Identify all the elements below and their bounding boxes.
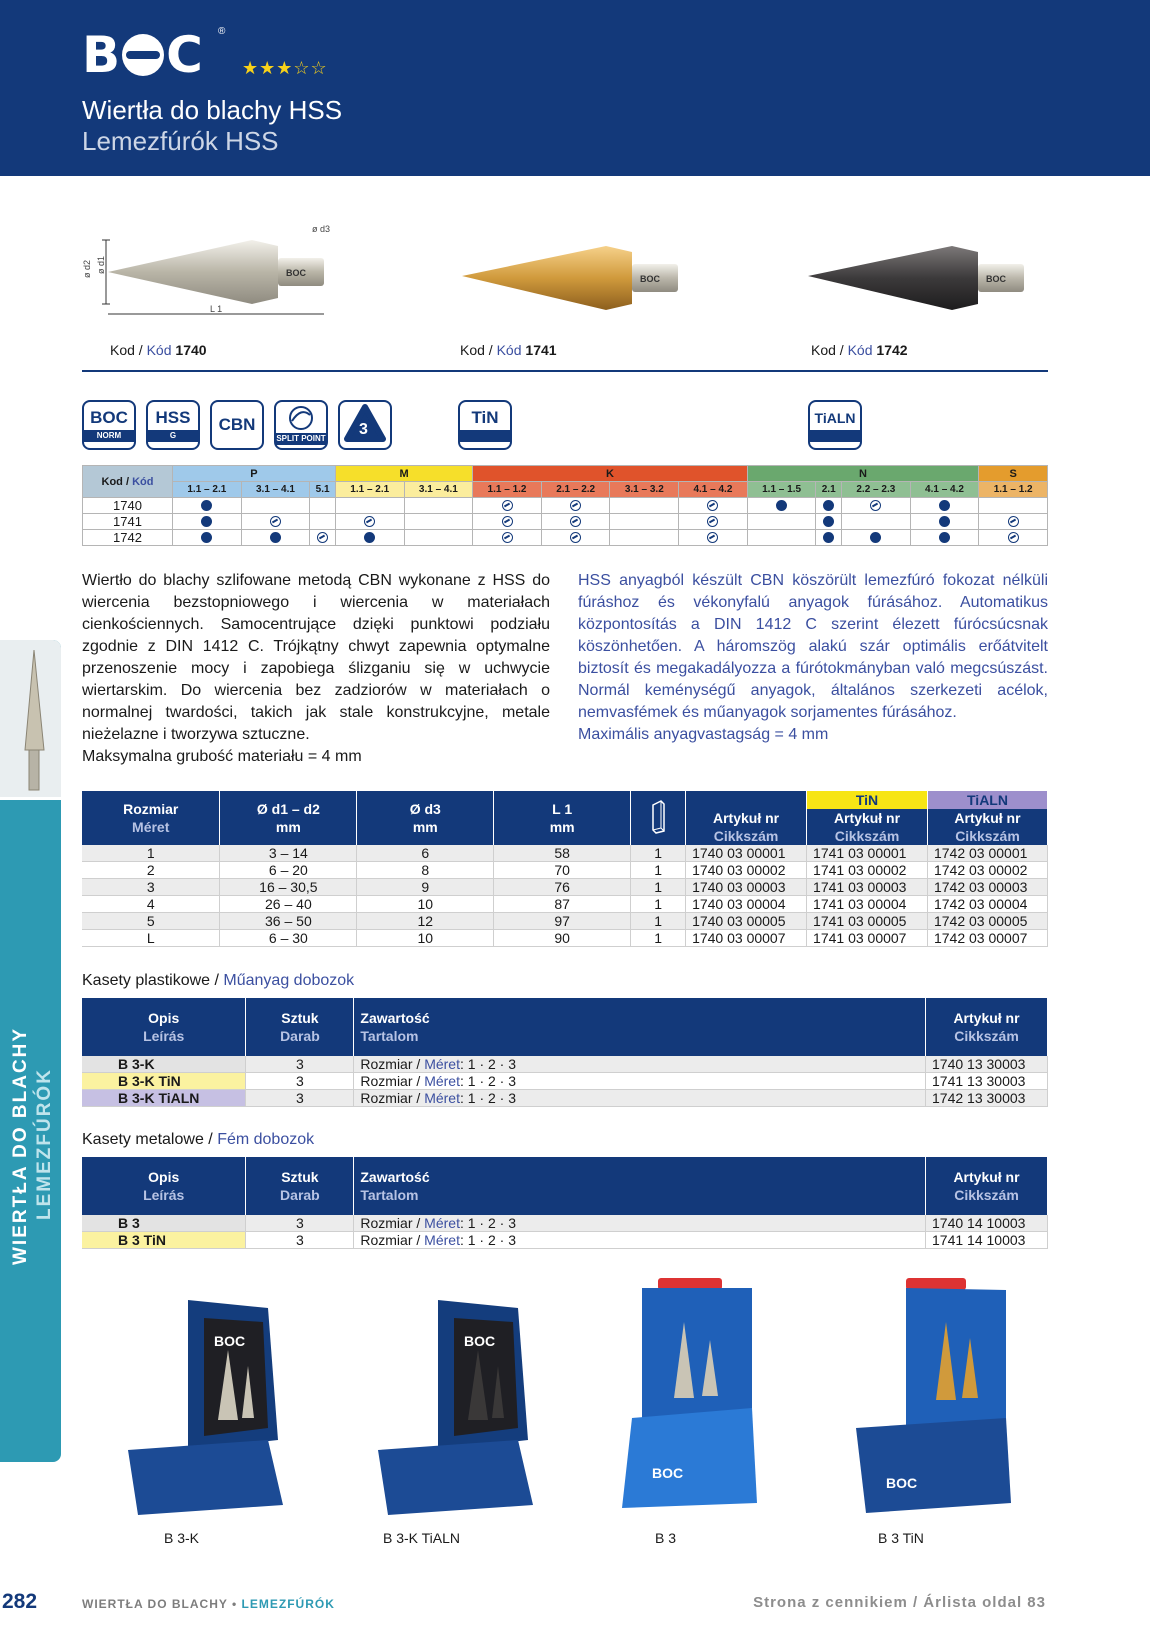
plastic-cases-table: Opis Leírás Sztuk Darab Zawartość Tartalom Artykuł nr Cikkszám B 3-K 3 Rozmiar / Méret: 1 · 2 · 3 1740 13 30003 B 3-K TiN 3 Rozmiar / Méret: 1 · 2 · 3 1741 13 30003 B 3-K TiALN 3 Rozmiar / Méret: 1 · 2 · 3 1742 13 30003 [82, 998, 1048, 1107]
dimension-d3: ø d3 [312, 224, 331, 234]
case-qty: 3 [246, 1090, 354, 1107]
triangle-shank-icon [343, 403, 387, 447]
conditionally-suitable-icon [707, 500, 718, 511]
material-subgroup: 5.1 [310, 482, 336, 498]
case-qty: 3 [246, 1073, 354, 1090]
table-cell: 58 [494, 845, 631, 862]
description-pl: Wiertło do blachy szlifowane metodą CBN wykonane z HSS do wiercenia bezstopniowego i wiercenia w materiałach cienkościennych. Samocentrujące dzięki punktowi podziału zgodnie z DIN 1412 C. Trójkątny chwyt zapewnia optymalne przenoszenie mocy i zapobiega ślizganiu się w uchwycie wiertarskim. Do wiercenia bez zadziorów w materiałach o normalnej twardości, takich jak stale konstrukcyjne, metale nieżelazne i tworzywa sztuczne. Maksymalna grubość materiału = 4 mm [82, 572, 550, 765]
material-subgroup: 1.1 – 1.5 [747, 482, 816, 498]
conditionally-suitable-icon [570, 500, 581, 511]
table-row [82, 845, 1048, 862]
row-code: 1740 [83, 498, 173, 514]
table-cell: 6 [357, 845, 494, 862]
table-row [83, 514, 1048, 530]
side-label-pl: WIERTŁA DO BLACHY [10, 1026, 31, 1265]
table-cell: 1742 03 00004 [927, 896, 1047, 913]
material-group-s: S [979, 466, 1048, 482]
table-cell: 36 – 50 [220, 913, 357, 930]
conditionally-suitable-icon [1008, 516, 1019, 527]
logo-circle-icon [122, 34, 164, 76]
case-b3k-tialn-image [368, 1290, 538, 1520]
case-label-b3k-tialn: B 3-K TiALN [383, 1530, 461, 1546]
svg-text:BOC: BOC [652, 1465, 684, 1481]
table-cell: 3 – 14 [220, 845, 357, 862]
conditionally-suitable-icon [707, 532, 718, 543]
package-icon [648, 797, 668, 835]
footer-section: WIERTŁA DO BLACHY • LEMEZFÚRÓK [82, 1597, 335, 1611]
table-cell: 1741 03 00004 [807, 896, 928, 913]
table-cell: 1740 03 00004 [686, 896, 807, 913]
page-title: Wiertła do blachy HSS [82, 95, 343, 125]
material-subgroup: 2.1 – 2.2 [541, 482, 610, 498]
svg-text:3: 3 [359, 421, 368, 438]
table-cell: 90 [494, 930, 631, 947]
material-subgroup: 2.2 – 2.3 [842, 482, 911, 498]
table-cell: 6 – 20 [220, 862, 357, 879]
table-cell: 26 – 40 [220, 896, 357, 913]
col-d3: Ø d3 [409, 801, 441, 817]
table-cell: 5 [82, 913, 220, 930]
logo-letter-c: C [166, 26, 203, 84]
svg-text:BOC: BOC [214, 1333, 246, 1349]
table-cell: 1741 03 00005 [807, 913, 928, 930]
badge-boc-norm: BOC NORM [82, 400, 136, 450]
table-cell: L [82, 930, 220, 947]
max-thickness-hu: Maximális anyagvastagság = 4 mm [578, 726, 829, 743]
material-suitability-table [82, 465, 1048, 546]
side-label-hu: LEMEZFÚRÓK [34, 1068, 55, 1220]
table-cell: 1740 03 00005 [686, 913, 807, 930]
drill-1741-image [456, 240, 696, 320]
case-name: B 3-K TiN [82, 1073, 246, 1090]
table-cell: 1742 03 00002 [927, 862, 1047, 879]
table-cell: 76 [494, 879, 631, 896]
badge-tin: TiN [458, 400, 512, 450]
table-row [82, 1232, 1048, 1249]
case-article-number: 1740 14 10003 [926, 1215, 1048, 1232]
section-plastic-cases: Kasety plastikowe / Műanyag dobozok [82, 972, 355, 989]
material-group-n: N [747, 466, 979, 482]
table-row [82, 862, 1048, 879]
conditionally-suitable-icon [570, 516, 581, 527]
section-metal-cases: Kasety metalowe / Fém dobozok [82, 1131, 315, 1148]
max-thickness-pl: Maksymalna grubość materiału = 4 mm [82, 748, 362, 765]
case-contents: Rozmiar / Méret: 1 · 2 · 3 [354, 1090, 926, 1107]
table-cell: 2 [82, 862, 220, 879]
table-cell: 12 [357, 913, 494, 930]
table-row [83, 530, 1048, 546]
conditionally-suitable-icon [364, 516, 375, 527]
case-b3k-image [118, 1290, 288, 1520]
conditionally-suitable-icon [1008, 532, 1019, 543]
case-b3-image [612, 1278, 772, 1518]
table-row [83, 498, 1048, 514]
col-pack-icon [631, 791, 686, 845]
dimension-l1: L 1 [210, 304, 223, 314]
case-name: B 3 [82, 1215, 246, 1232]
badge-hss-g: HSS G [146, 400, 200, 450]
table-cell: 1 [631, 930, 686, 947]
table-cell: 1742 03 00003 [927, 879, 1047, 896]
dimension-d1: ø d1 [96, 255, 106, 274]
table-row [82, 879, 1048, 896]
metal-cases-table: Opis Leírás Sztuk Darab Zawartość Tartalom Artykuł nr Cikkszám B 3 3 Rozmiar / Méret: 1 · 2 · 3 1740 14 10003 B 3 TiN 3 Rozmiar / Méret: 1 · 2 · 3 1741 14 10003 [82, 1157, 1048, 1249]
fully-suitable-icon [201, 500, 212, 511]
material-subgroup: 1.1 – 2.1 [335, 482, 404, 498]
badge-cbn: CBN [210, 400, 264, 450]
conditionally-suitable-icon [570, 532, 581, 543]
table-cell: 1 [631, 896, 686, 913]
fully-suitable-icon [939, 516, 950, 527]
page-number: 282 [2, 1590, 38, 1613]
col-code: Kod / Kód [83, 466, 173, 498]
case-contents: Rozmiar / Méret: 1 · 2 · 3 [354, 1056, 926, 1073]
material-subgroup: 1.1 – 2.1 [173, 482, 242, 498]
table-row [82, 1090, 1048, 1107]
fully-suitable-icon [270, 532, 281, 543]
size-table: Rozmiar Méret Ø d1 – d2 mm Ø d3 mm L 1 mm TiN TiALN Artykuł nr Cikkszám Artykuł nr Cikkszám Artykuł nr Cikkszám 1 3 – 14 6 58 1 1740 03 00001 1741 03 00001 1742 03 00001 2 6 – 20 8 70 1 1740 03 00002 1741 03 00002 1742 03 00002 3 16 – 30,5 9 76 1 1740 03 00003 1741 03 00003 1742 03 00003 4 26 – 40 10 87 1 1740 03 00004 1741 03 00004 1742 03 00004 5 36 – 50 12 97 1 1740 03 00005 1741 03 00005 1742 03 00005 L 6 – 30 10 90 1 1740 03 00007 1741 03 00007 1742 03 00007 [82, 791, 1048, 947]
table-cell: 87 [494, 896, 631, 913]
svg-text:BOC: BOC [640, 274, 660, 284]
material-subgroup: 4.1 – 4.2 [910, 482, 979, 498]
case-name: B 3-K [82, 1056, 246, 1073]
case-article-number: 1741 14 10003 [926, 1232, 1048, 1249]
col-tialn-head: TiALN [927, 791, 1047, 809]
table-cell: 10 [357, 896, 494, 913]
case-label-b3-tin: B 3 TiN [878, 1530, 924, 1546]
material-subgroup: 1.1 – 1.2 [979, 482, 1048, 498]
table-cell: 1 [631, 879, 686, 896]
case-article-number: 1742 13 30003 [926, 1090, 1048, 1107]
case-label-b3k: B 3-K [164, 1530, 200, 1546]
product-label-1742: Kod / Kód 1742 [811, 342, 908, 358]
fully-suitable-icon [364, 532, 375, 543]
drill-1740-drawing [82, 222, 352, 332]
table-cell: 3 [82, 879, 220, 896]
fully-suitable-icon [776, 500, 787, 511]
case-article-number: 1741 13 30003 [926, 1073, 1048, 1090]
logo-letter-b: B [82, 26, 121, 84]
table-cell: 1 [631, 862, 686, 879]
table-cell: 10 [357, 930, 494, 947]
fully-suitable-icon [823, 516, 834, 527]
conditionally-suitable-icon [502, 516, 513, 527]
drill-1742-image [802, 240, 1042, 320]
col-l1: L 1 [552, 801, 573, 817]
registered-mark: ® [218, 26, 226, 37]
table-cell: 1741 03 00002 [807, 862, 928, 879]
conditionally-suitable-icon [870, 500, 881, 511]
conditionally-suitable-icon [317, 532, 328, 543]
fully-suitable-icon [201, 532, 212, 543]
side-drill-image [0, 640, 61, 800]
conditionally-suitable-icon [502, 500, 513, 511]
svg-text:BOC: BOC [986, 274, 1006, 284]
material-group-m: M [335, 466, 472, 482]
col-size: Rozmiar [123, 801, 179, 817]
col-d1-d2: Ø d1 – d2 [256, 801, 320, 817]
page-subtitle: Lemezfúrók HSS [82, 126, 279, 156]
table-cell: 9 [357, 879, 494, 896]
table-cell: 1742 03 00007 [927, 930, 1047, 947]
table-cell: 1742 03 00001 [927, 845, 1047, 862]
case-name: B 3 TiN [82, 1232, 246, 1249]
svg-text:BOC: BOC [464, 1333, 496, 1349]
row-code: 1742 [83, 530, 173, 546]
case-qty: 3 [246, 1232, 354, 1249]
table-cell: 70 [494, 862, 631, 879]
table-cell: 1 [82, 845, 220, 862]
conditionally-suitable-icon [270, 516, 281, 527]
description-hu: HSS anyagból készült CBN köszörült lemezfúró fokozat nélküli fúráshoz és vékonyfalú anyagok fúrásához. Automatikus központosítás a DIN 1412 C szerint élezett fúrócsúcsnak köszönhetően. A háromszög alakú szár optimális erőátvitelt biztosít és megakadályozza a fúrótokmányban való megcsúszást. Normál keménységű anyagok, általános szerkezeti acélok, nemvasfémek és műanyagok sorjamentes fúrásához. Maximális anyagvastagság = 4 mm [578, 572, 1048, 743]
product-label-1741: Kod / Kód 1741 [460, 342, 557, 358]
brand-logo [82, 26, 203, 84]
material-subgroup: 3.1 – 4.1 [404, 482, 473, 498]
table-row [82, 1215, 1048, 1232]
split-point-icon [286, 405, 316, 431]
case-article-number: 1740 13 30003 [926, 1056, 1048, 1073]
svg-text:BOC: BOC [886, 1475, 918, 1491]
material-subgroup: 3.1 – 4.1 [241, 482, 310, 498]
footer-pricelist-ref: Strona z cennikiem / Árlista oldal 83 [753, 1594, 1046, 1611]
product-label-1740: Kod / Kód 1740 [110, 342, 207, 358]
table-row [82, 1056, 1048, 1073]
table-cell: 1741 03 00003 [807, 879, 928, 896]
table-cell: 1 [631, 845, 686, 862]
row-code: 1741 [83, 514, 173, 530]
material-group-p: P [173, 466, 336, 482]
material-subgroup: 1.1 – 1.2 [473, 482, 542, 498]
table-cell: 1742 03 00005 [927, 913, 1047, 930]
table-cell: 6 – 30 [220, 930, 357, 947]
case-qty: 3 [246, 1056, 354, 1073]
table-cell: 1740 03 00003 [686, 879, 807, 896]
table-row [82, 1073, 1048, 1090]
fully-suitable-icon [870, 532, 881, 543]
fully-suitable-icon [939, 532, 950, 543]
table-cell: 1740 03 00007 [686, 930, 807, 947]
table-cell: 1740 03 00001 [686, 845, 807, 862]
material-subgroup: 3.1 – 3.2 [610, 482, 679, 498]
divider [82, 370, 1048, 372]
badge-tialn: TiALN [808, 400, 862, 450]
case-contents: Rozmiar / Méret: 1 · 2 · 3 [354, 1073, 926, 1090]
case-contents: Rozmiar / Méret: 1 · 2 · 3 [354, 1232, 926, 1249]
badge-split-point: SPLIT POINT [274, 400, 328, 450]
case-b3-tin-image [846, 1278, 1016, 1518]
case-contents: Rozmiar / Méret: 1 · 2 · 3 [354, 1215, 926, 1232]
table-cell: 4 [82, 896, 220, 913]
page-header [0, 0, 1150, 176]
table-cell: 1741 03 00001 [807, 845, 928, 862]
fully-suitable-icon [939, 500, 950, 511]
col-tin-head: TiN [807, 791, 928, 809]
case-name: B 3-K TiALN [82, 1090, 246, 1107]
conditionally-suitable-icon [707, 516, 718, 527]
fully-suitable-icon [823, 532, 834, 543]
case-label-b3: B 3 [655, 1530, 677, 1546]
table-cell: 1 [631, 913, 686, 930]
table-cell: 97 [494, 913, 631, 930]
case-qty: 3 [246, 1215, 354, 1232]
material-subgroup: 2.1 [816, 482, 842, 498]
svg-text:BOC: BOC [286, 268, 306, 278]
badge-triangle-shank [338, 400, 392, 450]
table-cell: 8 [357, 862, 494, 879]
dimension-d2: ø d2 [82, 259, 92, 278]
table-cell: 16 – 30,5 [220, 879, 357, 896]
fully-suitable-icon [823, 500, 834, 511]
material-group-k: K [473, 466, 748, 482]
fully-suitable-icon [201, 516, 212, 527]
rating-stars: ★★★☆☆ [242, 58, 328, 78]
table-row [82, 930, 1048, 947]
table-cell: 1740 03 00002 [686, 862, 807, 879]
material-subgroup: 4.1 – 4.2 [679, 482, 748, 498]
table-row [82, 896, 1048, 913]
table-row [82, 913, 1048, 930]
table-cell: 1741 03 00007 [807, 930, 928, 947]
conditionally-suitable-icon [502, 532, 513, 543]
